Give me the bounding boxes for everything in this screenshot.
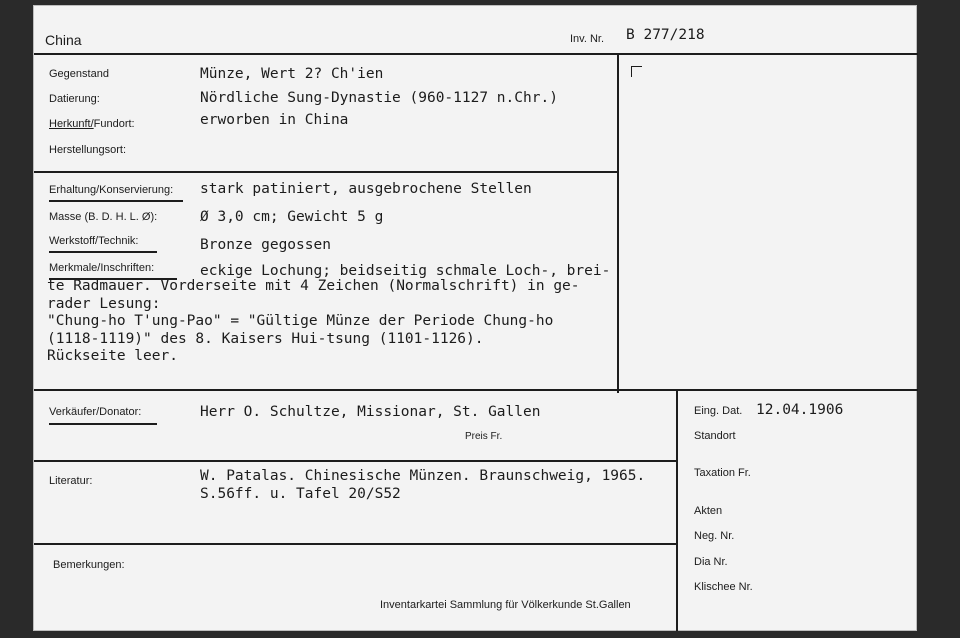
fundort-label: Fundort: xyxy=(93,118,135,130)
datierung-label: Datierung: xyxy=(49,93,100,105)
merkmale-label: Merkmale/Inschriften: xyxy=(49,262,155,274)
divider-literature xyxy=(34,543,677,545)
dia-nr-label: Dia Nr. xyxy=(694,556,728,568)
gegenstand-label: Gegenstand xyxy=(49,68,109,80)
photo-corner-mark xyxy=(631,66,642,77)
merkmale-text: te Radmauer. Vorderseite mit 4 Zeichen (Normalschrift) in ge- rader Lesung: "Chung-ho T'ung-Pao" = "Gültige Münze der Periode Chung-ho (1118-1119)" des 8. Kaisers Hui-tsung (1101-1126). Rückseite leer. xyxy=(47,278,580,364)
gegenstand-value: Münze, Wert 2? Ch'ien xyxy=(200,66,384,82)
werkstoff-underline xyxy=(49,251,157,253)
masse-label: Masse (B. D. H. L. Ø): xyxy=(49,211,158,223)
akten-label: Akten xyxy=(694,505,723,517)
verkaeufer-value: Herr O. Schultze, Missionar, St. Gallen xyxy=(200,404,541,420)
eing-dat-label: Eing. Dat. xyxy=(694,405,743,417)
card-footer: Inventarkartei Sammlung für Völkerkunde St.Gallen xyxy=(380,599,631,611)
herstellungsort-label: Herstellungsort: xyxy=(49,144,127,156)
erhaltung-label: Erhaltung/Konservierung: xyxy=(49,184,174,196)
divider-object xyxy=(34,171,618,173)
literatur-label: Literatur: xyxy=(49,475,93,487)
erhaltung-value: stark patiniert, ausgebrochene Stellen xyxy=(200,181,532,197)
literatur-value: W. Patalas. Chinesische Münzen. Braunschweig, 1965. S.56ff. u. Tafel 20/S52 xyxy=(200,468,646,502)
herkunft-value: erworben in China xyxy=(200,112,349,128)
merkmale-line1: eckige Lochung; beidseitig schmale Loch-, brei- xyxy=(200,263,611,279)
bemerkungen-label: Bemerkungen: xyxy=(53,559,125,571)
divider-photo-field xyxy=(617,53,619,393)
verkaeufer-underline xyxy=(49,423,157,425)
erhaltung-underline xyxy=(49,200,183,202)
divider-header xyxy=(34,53,918,55)
werkstoff-label: Werkstoff/Technik: xyxy=(49,235,139,247)
divider-side-column xyxy=(676,390,678,631)
region-title: China xyxy=(45,32,82,48)
werkstoff-value: Bronze gegossen xyxy=(200,237,331,253)
neg-nr-label: Neg. Nr. xyxy=(694,530,735,542)
datierung-value: Nördliche Sung-Dynastie (960-1127 n.Chr.) xyxy=(200,90,558,106)
inv-nr-label: Inv. Nr. xyxy=(570,33,605,45)
herkunft-label-underlined: Herkunft/ xyxy=(49,118,94,130)
inventory-card xyxy=(33,5,917,631)
divider-acquisition xyxy=(34,460,677,462)
taxation-label: Taxation Fr. xyxy=(694,467,751,479)
divider-condition xyxy=(34,389,918,391)
standort-label: Standort xyxy=(694,430,736,442)
eing-dat-value: 12.04.1906 xyxy=(756,402,844,418)
preis-label: Preis Fr. xyxy=(465,431,503,442)
inv-nr-value: B 277/218 xyxy=(626,27,705,43)
masse-value: Ø 3,0 cm; Gewicht 5 g xyxy=(200,209,384,225)
verkaeufer-label: Verkäufer/Donator: xyxy=(49,406,142,418)
klischee-nr-label: Klischee Nr. xyxy=(694,581,753,593)
herkunft-label xyxy=(49,118,135,130)
